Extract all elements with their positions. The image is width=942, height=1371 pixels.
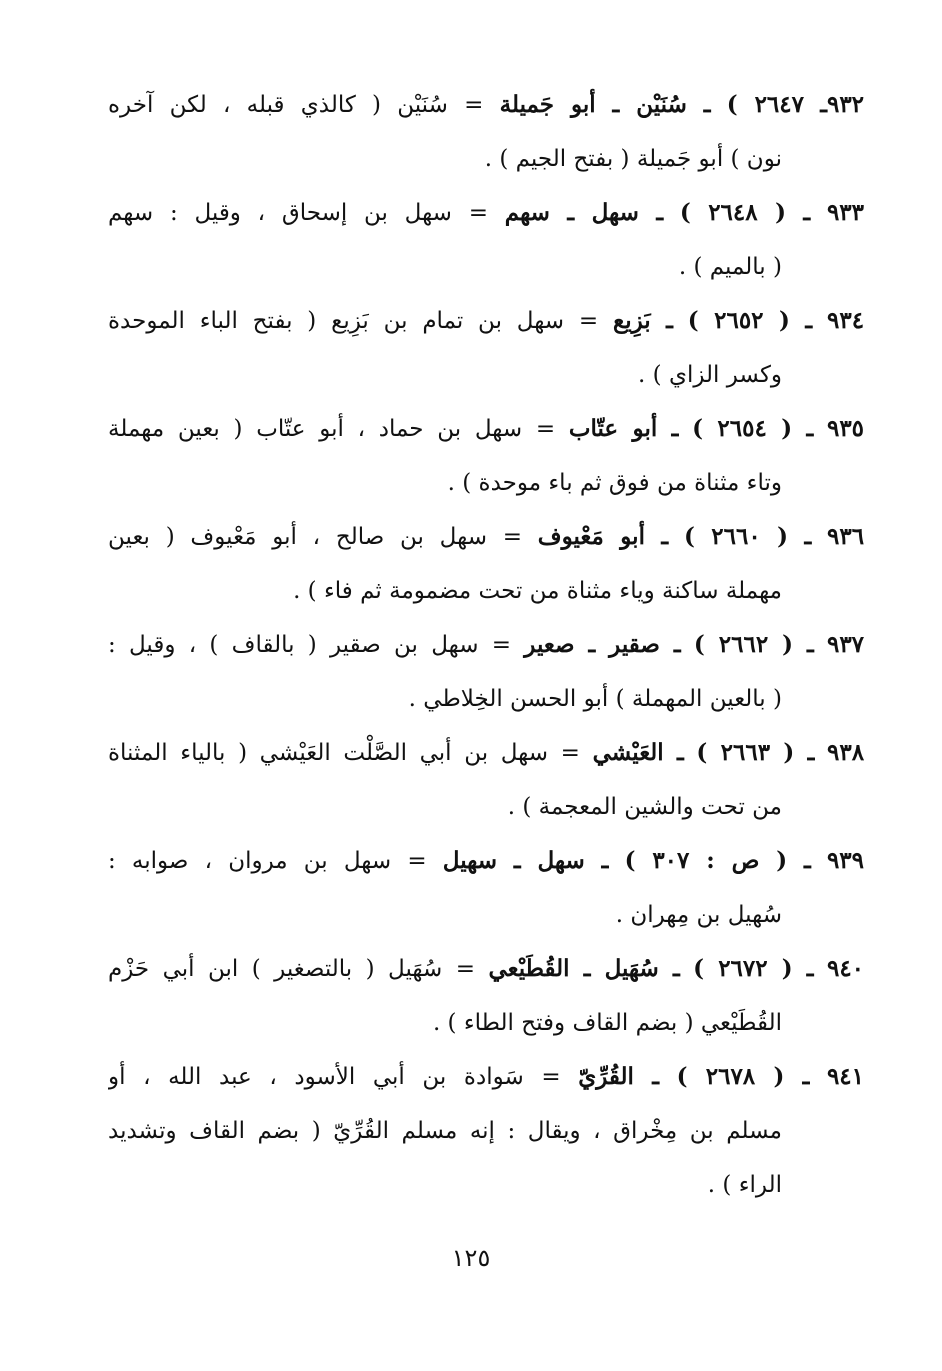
entry-keywords: ـ سُنَيْن ـ أبو جَميلة	[499, 91, 711, 118]
entry-continuation: من تحت والشين المعجمة ) .	[507, 794, 782, 820]
entry-keywords: ـ أبو عتّاب	[568, 415, 679, 442]
entry-keywords: ـ سهل ـ سهيل	[442, 847, 609, 874]
entry-text: = سهل بن حماد ، أبو عتّاب ( بعين مهملة	[108, 416, 556, 442]
entry-934	[108, 294, 864, 402]
entry-keywords: ـ بَزِيع	[612, 307, 673, 334]
entry-number: ٩٣٢ـ	[820, 91, 864, 118]
page-number: ١٢٥	[451, 1244, 491, 1272]
entry-number: ٩٣٩	[826, 847, 864, 874]
entry-first-line	[108, 942, 864, 996]
entry-keywords: ـ أبو مَعْيوف	[537, 523, 669, 550]
entry-text: = سهل بن تمام بن بَزِيع ( بفتح الباء الموحدة	[108, 308, 599, 334]
entry-text: = سهل بن إسحاق ، وقيل : سهم	[108, 200, 488, 226]
entry-text: = سَوادة بن أبي الأسود ، عبد الله ، أو	[108, 1064, 561, 1090]
entry-continuation: ( بالعين المهملة ) أبو الحسن الخِلاطي .	[408, 686, 782, 712]
entry-keywords: ـ سُهَيل ـ القُطَيْعي	[488, 955, 680, 982]
entry-number: ٩٣٦	[827, 523, 864, 550]
entry-ref: ـ ( ٢٦٥٢ )	[687, 307, 813, 334]
entry-text: = سُهَيل ( بالتصغير ) ابن أبي حَزْم	[108, 956, 475, 982]
entry-number: ٩٤٠	[826, 955, 864, 982]
entry-936	[108, 510, 864, 618]
entry-ref: ـ ( ٢٦٦٢ )	[693, 631, 814, 658]
entry-first-line	[108, 726, 864, 780]
entry-continuation: وتاء مثناة من فوق ثم باء موحدة ) .	[447, 470, 782, 496]
entry-ref: ـ ( ٢٦٦٠ )	[683, 523, 812, 550]
entry-continuation: وكسر الزاي ) .	[638, 362, 782, 388]
entry-939	[108, 834, 864, 942]
entry-ref: ـ ( ٢٦٥٤ )	[692, 415, 814, 442]
entry-continuation: ( بالميم ) .	[678, 254, 782, 280]
entry-ref: ـ ( ٢٦٤٨ )	[679, 199, 811, 226]
entry-number: ٩٣٤	[826, 307, 864, 334]
entry-number: ٩٣٨	[826, 739, 864, 766]
entry-935	[108, 402, 864, 510]
entry-number: ٩٣٣	[826, 199, 864, 226]
entry-ref: ـ ( ص : ٣٠٧ )	[624, 847, 811, 874]
entry-text: = سهل بن مروان ، صوابه :	[108, 848, 427, 874]
entry-continuation: نون ) أبو جَميلة ( بفتح الجيم ) .	[484, 146, 782, 172]
entry-933	[108, 186, 864, 294]
entry-first-line	[108, 402, 864, 456]
entry-932	[108, 78, 864, 186]
entry-keywords: ـ سهل ـ سهم	[504, 199, 664, 226]
entry-ref: ـ ( ٢٦٧٨ )	[676, 1063, 810, 1090]
entry-keywords: ـ صقير ـ صعير	[524, 631, 681, 658]
entry-number: ٩٤١	[826, 1063, 864, 1090]
entry-ref: ٢٦٤٧ )	[726, 91, 804, 118]
entry-text: = سهل بن أبي الصَّلْت العَيْشي ( بالياء المثناة	[108, 740, 580, 766]
entry-text: = سهل بن صالح ، أبو مَعْيوف ( بعين	[108, 524, 522, 550]
entry-keywords: ـ القُرِّيّ	[578, 1063, 659, 1090]
entry-941	[108, 1050, 864, 1212]
entry-continuation: مهملة ساكنة وياء مثناة من تحت مضمومة ثم فاء ) .	[293, 578, 782, 604]
entry-937	[108, 618, 864, 726]
entry-number: ٩٣٧	[826, 631, 864, 658]
entry-first-line	[108, 834, 864, 888]
entry-number: ٩٣٥	[826, 415, 864, 442]
entry-first-line	[108, 1050, 864, 1104]
entry-text: = سُنَيْن ( كالذي قبله ، لكن آخره	[108, 92, 484, 118]
entry-first-line	[108, 78, 864, 132]
entry-continuation: مسلم بن مِخْراق ، ويقال : إنه مسلم القُرِّيّ ( بضم القاف وتشديد	[108, 1118, 782, 1144]
entry-continuation: القُطَيْعي ( بضم القاف وفتح الطاء ) .	[432, 1010, 782, 1036]
entry-first-line	[108, 186, 864, 240]
entry-first-line	[108, 618, 864, 672]
entry-ref: ـ ( ٢٦٦٣ )	[696, 739, 815, 766]
entry-keywords: ـ العَيْشي	[592, 739, 684, 766]
entry-938	[108, 726, 864, 834]
entry-940	[108, 942, 864, 1050]
entry-first-line	[108, 510, 864, 564]
entry-continuation-2: الراء ) .	[707, 1172, 782, 1198]
entry-continuation: سُهيل بن مِهران .	[615, 902, 782, 928]
entry-text: = سهل بن صقير ( بالقاف ) ، وقيل :	[108, 632, 512, 658]
entries-list	[108, 78, 864, 1212]
entry-ref: ـ ( ٢٦٧٢ )	[693, 955, 814, 982]
entry-first-line	[108, 294, 864, 348]
